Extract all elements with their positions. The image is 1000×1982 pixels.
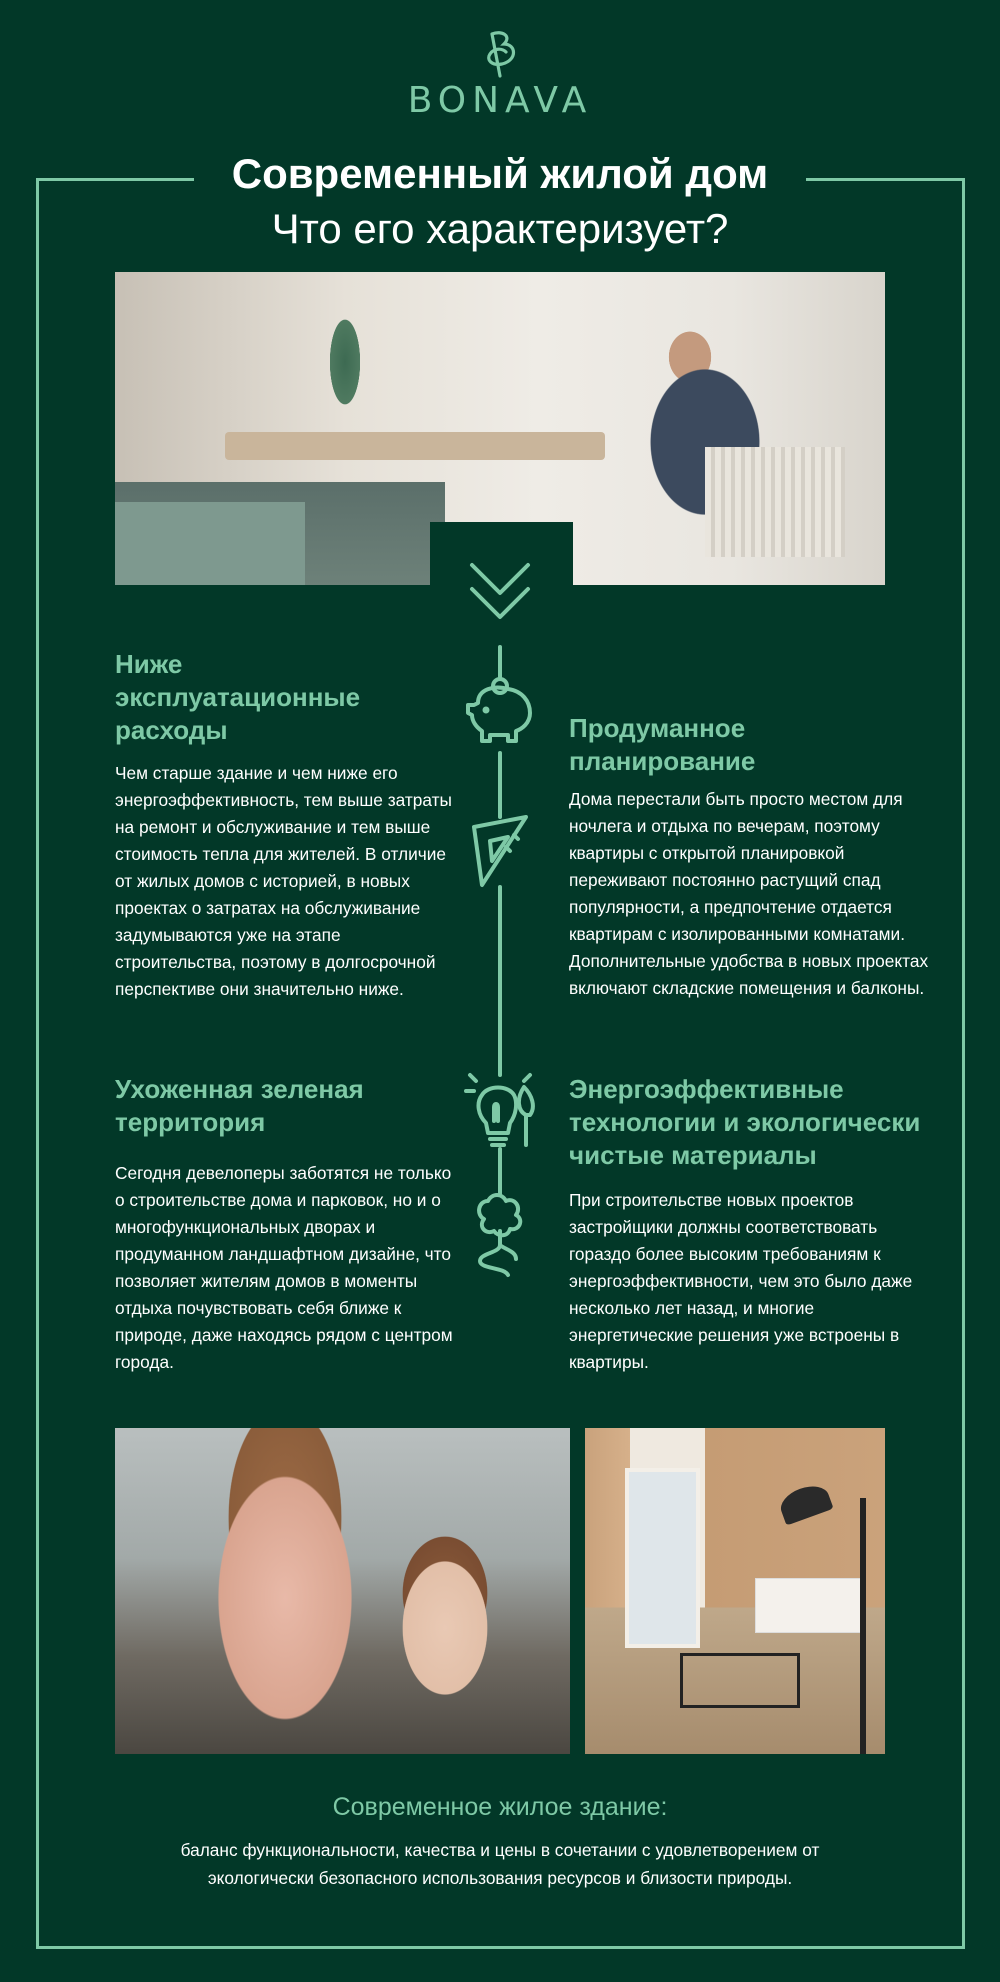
feature-title-energy-efficient: Энергоэффективные технологии и экологически чистые материалы: [569, 1074, 921, 1170]
feature-title-planning: Продуманное планирование: [569, 713, 756, 776]
brand-logo: [0, 30, 1000, 121]
tree-icon: [479, 1195, 520, 1275]
frame-right: [962, 178, 965, 1949]
photo-man-with-phone: [115, 272, 885, 585]
feature-text-energy-efficient: При строительстве новых проектов застройщики должны соответствовать гораздо более высоким требованиям к энергоэффективности, чем это было даже несколько лет назад, и многие энергетические решения уже встроены в квартиры.: [569, 1190, 913, 1372]
photo-cushion: [115, 502, 305, 585]
photo-lamp-pole: [860, 1498, 866, 1754]
timeline: [464, 555, 536, 1335]
lightbulb-leaf-icon: [466, 1075, 533, 1145]
photo-coffee-table: [680, 1653, 800, 1708]
feature-text-planning: Дома перестали быть просто местом для ночлега и отдыха по вечерам, поэтому квартиры с открытой планировкой переживают постоянно растущий спад популярности, а предпочтение отдается квартирам с изолированными комнатами. Дополнительные удобства в новых проектах включают складские помещения и балконы.: [569, 789, 929, 998]
photo-lamp: [776, 1480, 833, 1525]
frame-bottom: [36, 1946, 965, 1949]
photo-table: [225, 432, 605, 460]
frame-left: [36, 178, 39, 1949]
footer-title: Современное жилое здание:: [332, 1793, 668, 1821]
feature-text-operating-costs: Чем старше здание и чем ниже его энергоэффективность, тем выше затраты на ремонт и обслуживание и тем выше стоимость тепла для жителей. В отличие от жилых домов с историей, в новых проектах о затратах на обслуживание задумываются уже на этапе строительства, поэтому в долгосрочной перспективе они значительно ниже.: [115, 763, 452, 999]
page-title: Современный жилой дом: [231, 150, 769, 197]
page-subtitle: Что его характеризует?: [271, 205, 729, 252]
footer-text: баланс функциональности, качества и цены в сочетании с удовлетворением от экологически безопасного использования ресурсов и близости природы.: [180, 1840, 820, 1888]
feature-text-green-territory: Сегодня девелоперы заботятся не только о строительстве дома и парковок, но и о многофункциональных дворах и продуманном ландшафтном дизайне, что позволяет жителям домов в моменты отдыха почувствовать себя ближе к природе, даже находясь рядом с центром города.: [115, 1163, 453, 1372]
set-square-icon: [474, 817, 526, 885]
photo-radiator: [705, 447, 845, 557]
logo-text: BONAVA: [407, 80, 593, 121]
feature-title-green-territory: Ухоженная зеленая территория: [115, 1074, 364, 1137]
photo-dresser: [755, 1578, 865, 1633]
feature-title-operating-costs: Ниже эксплуатационные расходы: [115, 649, 361, 745]
photo-mother-and-child: [115, 1428, 570, 1754]
photo-living-room: [585, 1428, 885, 1754]
double-chevron-down-icon: [472, 565, 528, 617]
photo-doorway: [625, 1468, 700, 1648]
bonava-logo-icon: [480, 30, 520, 78]
piggy-bank-icon: [468, 679, 530, 741]
